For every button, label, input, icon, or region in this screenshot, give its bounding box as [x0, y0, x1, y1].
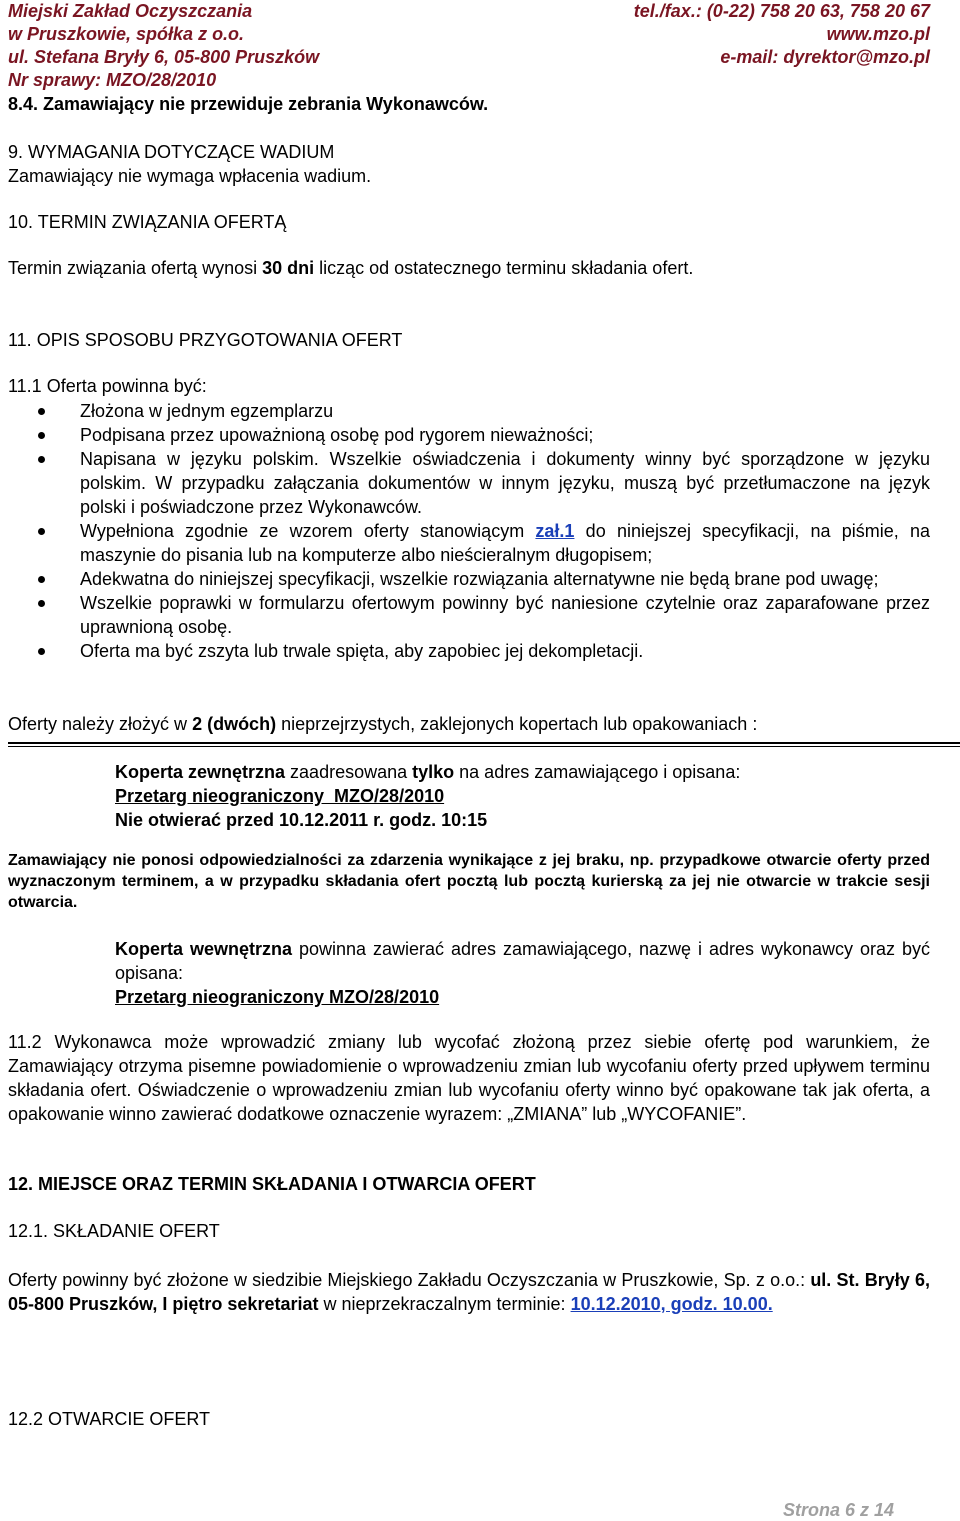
section-11-1-title: 11.1 Oferta powinna być: [8, 376, 207, 396]
bullet-icon [38, 648, 45, 655]
outer-envelope-title: Przetarg nieograniczony MZO/28/2010 [115, 786, 445, 806]
bullet-icon [38, 456, 45, 463]
list-item: Wszelkie poprawki w formularzu ofertowym powinny być naniesione czytelnie oraz zaparafowane przez uprawnioną osobę. [80, 591, 930, 639]
email-link[interactable]: e-mail: dyrektor@mzo.pl [720, 47, 930, 67]
website-link[interactable]: www.mzo.pl [826, 24, 930, 44]
offer-requirements-list [80, 399, 930, 663]
company-name-line2: w Pruszkowie, spółka z o.o. [8, 24, 245, 44]
list-item: Złożona w jednym egzemplarzu [80, 399, 930, 423]
bullet-icon [38, 576, 45, 583]
divider [8, 746, 960, 747]
company-address: ul. Stefana Bryły 6, 05-800 Pruszków [8, 47, 320, 67]
page-number: Strona 6 z 14 [782, 1500, 894, 1520]
list-item: Oferta ma być zszyta lub trwale spięta, aby zapobiec jej dekompletacji. [80, 639, 930, 663]
section-11-2: 11.2 Wykonawca może wprowadzić zmiany lub wycofać złożoną przez siebie ofertę pod warunkiem, że Zamawiający otrzyma pisemne powiadomienie o wprowadzeniu zmian lub wycofaniu oferty przed upływem terminu składania ofert. Oświadczenie o wprowadzeniu zmian lub wycofaniu oferty winno być opakowane tak jak oferta, a opakowanie winno zawierać dodatkowe oznaczenie wyrazem: „ZMIANA” lub „WYCOFANIE”. [8, 1032, 930, 1124]
section-12-1-title: 12.1. SKŁADANIE OFERT [8, 1221, 220, 1241]
outer-envelope-date: Nie otwierać przed 10.12.2011 r. godz. 10:15 [115, 810, 488, 830]
section-12-2-title: 12.2 OTWARCIE OFERT [8, 1409, 211, 1429]
list-item: Wypełniona zgodnie ze wzorem oferty stanowiącym zał.1 do niniejszej specyfikacji, na piśmie, na maszynie do pisania lub na komputerze albo nieścieralnym długopisem; [80, 519, 930, 567]
section-11-title: 11. OPIS SPOSOBU PRZYGOTOWANIA OFERT [8, 330, 403, 350]
case-number: Nr sprawy: MZO/28/2010 [8, 70, 217, 90]
section-10-title: 10. TERMIN ZWIĄZANIA OFERTĄ [8, 212, 287, 232]
bullet-icon [38, 600, 45, 607]
company-name: Miejski Zakład Oczyszczania [8, 1, 253, 21]
letterhead [8, 0, 930, 100]
disclaimer: Zamawiający nie ponosi odpowiedzialności za zdarzenia wynikające z jej braku, np. przypadkowe otwarcie oferty przed wyznaczonym terminem, a w przypadku składania ofert pocztą lub pocztą kurierską za jej nie otwarcie w trakcie sesji otwarcia. [8, 852, 930, 911]
divider [8, 742, 960, 744]
deadline-link[interactable]: 10.12.2010, godz. 10.00. [570, 1294, 773, 1314]
bullet-icon [38, 408, 45, 415]
attachment-1-link[interactable]: zał.1 [535, 521, 575, 541]
section-12-1-text: Oferty powinny być złożone w siedzibie Miejskiego Zakładu Oczyszczania w Pruszkowie, Sp. z o.o.: ul. St. Bryły 6, 05-800 Pruszków, I piętro sekretariat w nieprzekraczalnym terminie: 10.12.2010, godz. 10.00. [8, 1270, 930, 1314]
inner-envelope-block: Koperta wewnętrzna powinna zawierać adres zamawiającego, nazwę i adres wykonawcy oraz być opisana: Przetarg nieograniczony MZO/28/2010 [115, 939, 930, 1007]
phone-fax: tel./fax.: (0-22) 758 20 63, 758 20 67 [633, 1, 930, 21]
list-item: Adekwatna do niniejszej specyfikacji, wszelkie rozwiązania alternatywne nie będą brane pod uwagę; [80, 567, 930, 591]
bullet-icon [38, 528, 45, 535]
section-10-text: Termin związania ofertą wynosi 30 dni licząc od ostatecznego terminu składania ofert. [8, 258, 694, 278]
outer-envelope-block: Koperta zewnętrzna zaadresowana tylko na adres zamawiającego i opisana: Przetarg nieograniczony MZO/28/2010 Nie otwierać przed 10.12.2011 r. godz. 10:15 [115, 760, 930, 832]
inner-envelope-title: Przetarg nieograniczony MZO/28/2010 [115, 987, 440, 1007]
section-9-text: Zamawiający nie wymaga wpłacenia wadium. [8, 166, 372, 186]
bullet-icon [38, 432, 45, 439]
list-item: Podpisana przez upoważnioną osobę pod rygorem nieważności; [80, 423, 930, 447]
envelopes-paragraph: Oferty należy złożyć w 2 (dwóch) nieprzejrzystych, zaklejonych kopertach lub opakowaniach : [8, 714, 758, 734]
section-8-4: 8.4. Zamawiający nie przewiduje zebrania Wykonawców. [8, 94, 489, 114]
list-item: Napisana w języku polskim. Wszelkie oświadczenia i dokumenty winny być sporządzone w języku polskim. W przypadku załączania dokumentów w innym języku, muszą być przetłumaczone na język polski i poświadczone przez Wykonawców. [80, 447, 930, 519]
section-9-title: 9. WYMAGANIA DOTYCZĄCE WADIUM [8, 142, 335, 162]
section-12-title: 12. MIEJSCE ORAZ TERMIN SKŁADANIA I OTWARCIA OFERT [8, 1174, 536, 1194]
